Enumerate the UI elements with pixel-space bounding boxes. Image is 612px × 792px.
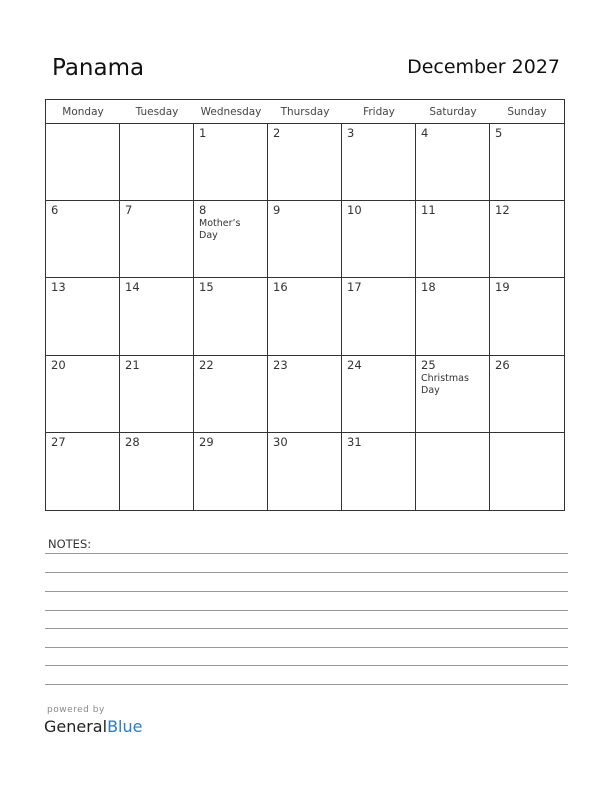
day-cell	[342, 356, 416, 433]
day-number: 23	[273, 357, 288, 372]
day-cell	[120, 124, 194, 201]
day-number: 26	[495, 357, 510, 372]
day-cell	[46, 124, 120, 201]
day-number: 16	[273, 280, 288, 295]
day-cell	[120, 278, 194, 355]
day-cell	[342, 433, 416, 510]
day-cell	[342, 124, 416, 201]
weekday-monday: Monday	[62, 106, 104, 118]
day-number: 25	[421, 357, 436, 372]
day-cell	[268, 124, 342, 201]
day-cell	[416, 124, 490, 201]
day-number: 17	[347, 280, 362, 295]
day-number: 29	[199, 434, 214, 449]
day-cell	[490, 278, 564, 355]
day-cell	[268, 356, 342, 433]
country-title: Panama	[52, 55, 145, 81]
day-number: 27	[51, 434, 66, 449]
day-cell	[46, 278, 120, 355]
weeks-grid	[46, 124, 564, 510]
day-cell	[268, 201, 342, 278]
day-cell	[268, 278, 342, 355]
day-cell	[120, 356, 194, 433]
day-cell	[490, 356, 564, 433]
day-cell	[46, 201, 120, 278]
note-line	[45, 684, 568, 685]
day-number: 4	[421, 126, 429, 140]
note-line	[45, 553, 568, 554]
day-number: 1	[199, 126, 207, 140]
day-number: 24	[347, 357, 362, 372]
day-cell	[194, 201, 268, 278]
day-number: 12	[495, 203, 510, 218]
day-cell	[194, 433, 268, 510]
day-number: 3	[347, 126, 355, 140]
day-cell	[416, 278, 490, 355]
brand-general: General	[44, 717, 108, 736]
note-line	[45, 572, 568, 573]
powered-by-text: powered by	[47, 705, 105, 715]
day-number: 8	[199, 203, 207, 218]
generalblue-logo	[44, 717, 142, 736]
weekday-tuesday: Tuesday	[135, 106, 179, 118]
day-number: 9	[273, 203, 281, 218]
weekday-sunday: Sunday	[507, 106, 547, 118]
day-cell	[490, 433, 564, 510]
weekday-thursday: Thursday	[280, 106, 330, 118]
note-line	[45, 665, 568, 666]
day-number: 19	[495, 280, 510, 295]
day-cell	[120, 201, 194, 278]
day-cell	[342, 278, 416, 355]
day-cell	[416, 201, 490, 278]
day-number: 15	[199, 280, 214, 295]
day-cell	[416, 433, 490, 510]
day-number: 5	[495, 126, 503, 140]
day-number: 18	[421, 280, 436, 295]
day-number: 6	[51, 203, 59, 218]
weekday-saturday: Saturday	[429, 106, 477, 118]
month-title: December 2027	[407, 56, 560, 78]
holiday-label: Mother’s Day	[199, 218, 241, 242]
day-cell	[194, 356, 268, 433]
day-cell	[268, 433, 342, 510]
weekday-header-row	[46, 100, 564, 124]
day-number: 11	[421, 203, 436, 218]
day-number: 28	[125, 434, 140, 449]
note-line	[45, 591, 568, 592]
weekday-wednesday: Wednesday	[200, 106, 262, 118]
day-cell	[46, 433, 120, 510]
day-number: 21	[125, 357, 140, 372]
day-number: 2	[273, 126, 281, 140]
day-cell	[120, 433, 194, 510]
notes-label: NOTES:	[48, 537, 92, 551]
calendar-grid	[45, 99, 565, 511]
day-cell	[416, 356, 490, 433]
day-number: 7	[125, 203, 133, 218]
day-cell	[490, 124, 564, 201]
day-number: 20	[51, 357, 66, 372]
day-number: 10	[347, 203, 362, 218]
day-cell	[46, 356, 120, 433]
day-number: 31	[347, 434, 362, 449]
day-number: 14	[125, 280, 140, 295]
day-number: 22	[199, 357, 214, 372]
day-number: 13	[51, 280, 66, 295]
day-cell	[194, 278, 268, 355]
note-line	[45, 610, 568, 611]
day-cell	[490, 201, 564, 278]
day-number: 30	[273, 434, 288, 449]
note-line	[45, 628, 568, 629]
note-line	[45, 647, 568, 648]
holiday-label: Christmas Day	[421, 372, 469, 396]
brand-blue: Blue	[107, 717, 143, 736]
day-cell	[342, 201, 416, 278]
weekday-friday: Friday	[363, 106, 395, 118]
day-cell	[194, 124, 268, 201]
